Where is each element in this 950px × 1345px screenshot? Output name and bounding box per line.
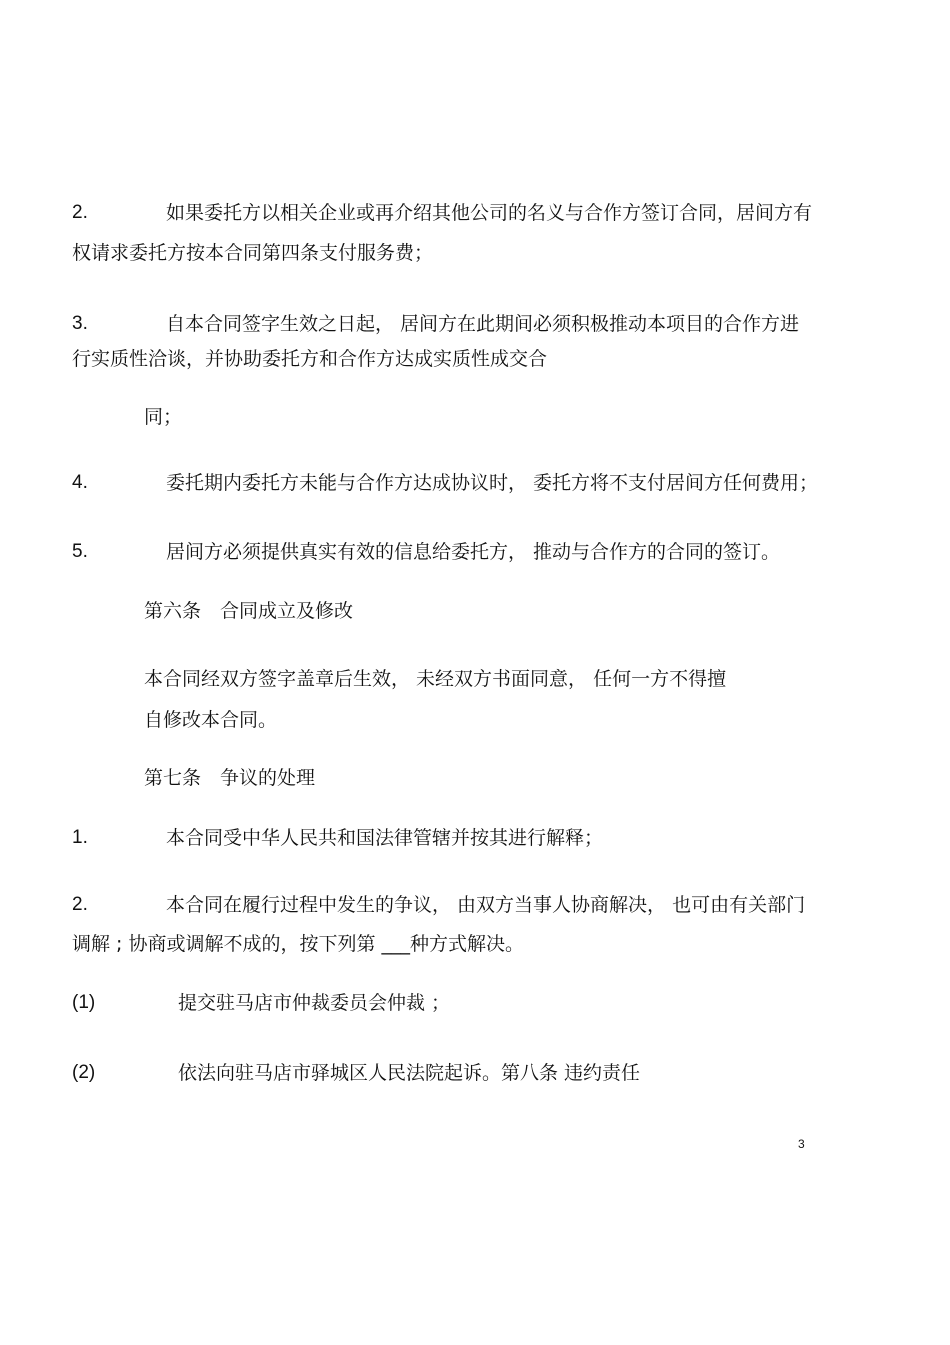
item-4-line1: 委托期内委托方未能与合作方达成协议时， 委托方将不支付居间方任何费用； [166,472,819,494]
article-7-item-2-line2: 调解 ; 协商或调解不成的，按下列第 ___种方式解决。 [72,933,525,955]
item-3-number: 3. [72,313,88,334]
item-5-line1: 居间方必须提供真实有效的信息给委托方， 推动与合作方的合同的签订。 [166,541,781,563]
option-2-number: (2) [72,1062,96,1083]
article-7-item-1-number: 1. [72,827,88,848]
item-5-number: 5. [72,541,88,562]
article-6-body-line2: 自修改本合同。 [144,709,278,731]
option-2-text: 依法向驻马店市驿城区人民法院起诉。第八条 违约责任 [178,1062,641,1084]
option-1-number: (1) [72,992,96,1013]
option-1-text: 提交驻马店市仲裁委员会仲裁 ； [178,992,451,1014]
article-7-heading: 第七条 争议的处理 [144,767,316,789]
item-2-line2: 权请求委托方按本合同第四条支付服务费； [72,242,434,264]
item-3-line3: 同； [144,406,183,428]
article-6-heading: 第六条 合同成立及修改 [144,600,354,622]
item-4-number: 4. [72,472,88,493]
item-2-number: 2. [72,202,88,223]
page-number: 3 [798,1137,805,1151]
article-6-body-line1: 本合同经双方签字盖章后生效， 未经双方书面同意， 任何一方不得擅 [144,668,727,690]
item-3-line1: 自本合同签字生效之日起， 居间方在此期间必须积极推动本项目的合作方进 [166,313,800,335]
item-3-line2: 行实质性洽谈，并协助委托方和合作方达成实质性成交合 [72,348,548,370]
item-2-line1: 如果委托方以相关企业或再介绍其他公司的名义与合作方签订合同，居间方有 [166,202,813,224]
article-7-item-1-line1: 本合同受中华人民共和国法律管辖并按其进行解释； [166,827,604,849]
article-7-item-2-line1: 本合同在履行过程中发生的争议， 由双方当事人协商解决， 也可由有关部门 [166,894,806,916]
article-7-item-2-number: 2. [72,894,88,915]
